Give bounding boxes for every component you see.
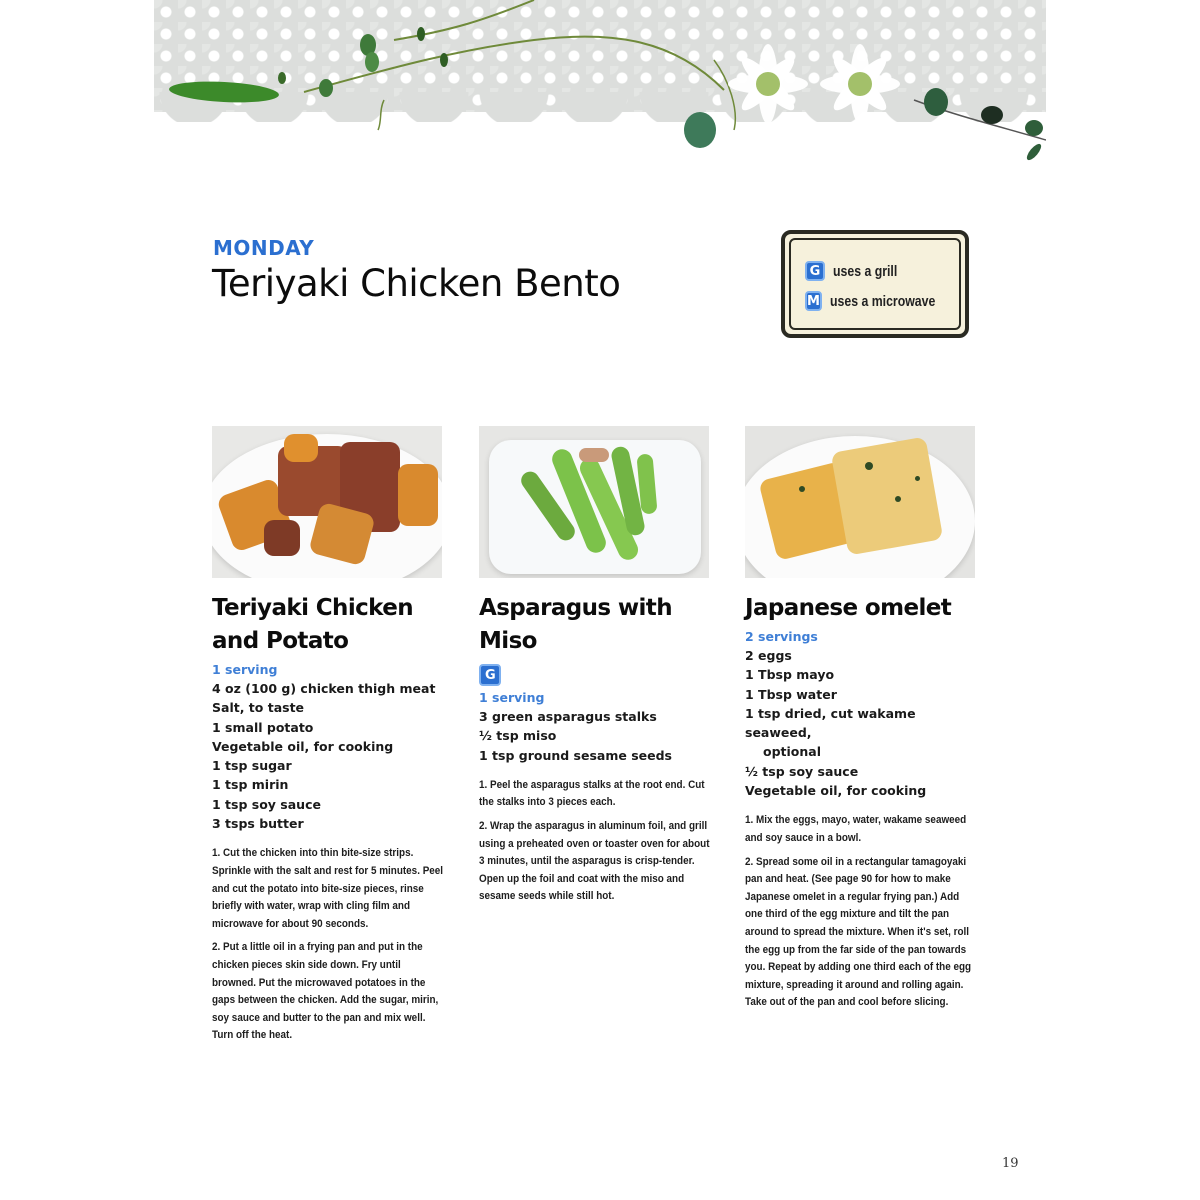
legend-label: uses a microwave — [829, 292, 936, 310]
step: 1. Mix the eggs, mayo, water, wakame seaweed and soy sauce in a bowl. — [745, 814, 967, 844]
servings: 1 serving — [212, 662, 278, 677]
ingredient: ½ tsp soy sauce — [745, 763, 859, 779]
step: 2. Spread some oil in a rectangular tamagoyaki pan and heat. (See page 90 for how to make Japanese omelet in a regular frying pan.) Add one third of the egg mixture and tilt the pan around to spread the mixture. When it's set, roll the egg up from the far side of the pan towards you. Repeat by adding one third each of the egg mixture, spreading it around and rolling again. Take out of the pan and cool before slicing. — [745, 855, 972, 1009]
ingredient-list — [745, 646, 977, 800]
servings: 1 serving — [479, 690, 545, 705]
ingredient: 4 oz (100 g) chicken thigh meat — [212, 681, 436, 696]
daisy-flower-1 — [728, 44, 808, 124]
grill-icon: G — [479, 664, 501, 686]
ingredient: 1 Tbsp water — [745, 686, 837, 702]
cookbook-page — [154, 0, 1046, 1200]
recipe-title-text: Teriyaki Chicken and Potato — [212, 595, 413, 654]
daisy-flower-2 — [820, 44, 900, 124]
asparagus-miso-photo — [479, 426, 709, 578]
method-legend — [781, 230, 969, 338]
legend-label: uses a grill — [833, 262, 898, 280]
ingredient: 1 tsp soy sauce — [212, 796, 321, 812]
ingredient: ½ tsp miso — [479, 728, 557, 744]
ingredient: 3 green asparagus stalks — [479, 709, 657, 724]
step: 1. Cut the chicken into thin bite-size strips. Sprinkle with the salt and rest for 5 minutes. Peel and cut the potato into bite-size pieces, rinse briefly with water, wrap with cling film and microwave for about 90 seconds. — [212, 847, 444, 930]
recipe-column-japanese-omelet — [745, 426, 977, 1018]
recipe-title-text: Japanese omelet — [745, 595, 952, 621]
recipe-title — [212, 592, 444, 658]
recipe-title-text: Asparagus with Miso — [479, 595, 672, 654]
step: 2. Wrap the asparagus in aluminum foil, and grill using a preheated oven or toaster oven for about 3 minutes, until the asparagus is crisp-tender. Open up the foil and coat with the miso and sesame seeds while still hot. — [479, 820, 710, 903]
vine-flower-decoration-icon — [154, 0, 1046, 170]
recipe-title — [745, 592, 977, 625]
teriyaki-chicken-potato-photo — [212, 426, 442, 578]
legend-item-grill — [805, 256, 947, 286]
page-number: 19 — [1002, 1156, 1019, 1171]
ingredient: 1 tsp ground sesame seeds — [479, 747, 672, 763]
ingredient: Vegetable oil, for cooking — [212, 738, 394, 754]
page-title: Teriyaki Chicken Bento — [212, 262, 621, 305]
ingredient-list — [479, 707, 711, 765]
ingredient: 1 tsp dried, cut wakame seaweed, — [745, 705, 916, 741]
day-label: MONDAY — [213, 236, 315, 260]
japanese-omelet-photo — [745, 426, 975, 578]
ingredient-list — [212, 679, 444, 833]
servings: 2 servings — [745, 629, 818, 644]
recipe-title — [479, 592, 711, 686]
grill-icon: G — [805, 261, 825, 281]
ingredient: 3 tsps butter — [212, 816, 304, 832]
recipe-column-teriyaki-chicken — [212, 426, 444, 1051]
legend-item-microwave — [805, 286, 947, 316]
ingredient: optional — [763, 744, 822, 760]
ingredient: 1 Tbsp mayo — [745, 667, 835, 683]
ingredient: Vegetable oil, for cooking — [745, 783, 927, 799]
instruction-steps — [212, 845, 444, 1045]
ingredient: 1 small potato — [212, 719, 314, 735]
instruction-steps — [479, 777, 711, 906]
legend-inner-frame — [789, 238, 961, 330]
microwave-icon: M — [805, 291, 822, 311]
ingredient: 2 eggs — [745, 648, 792, 663]
recipe-column-asparagus-miso — [479, 426, 711, 912]
step: 2. Put a little oil in a frying pan and put in the chicken pieces skin side down. Fry until browned. Put the microwaved potatoes in the gaps between the chicken. Add the sugar, mirin, soy sauce and butter to the pan and mix well. Turn off the heat. — [212, 941, 439, 1042]
instruction-steps — [745, 812, 977, 1012]
ingredient: 1 tsp mirin — [212, 777, 289, 793]
step: 1. Peel the asparagus stalks at the root end. Cut the stalks into 3 pieces each. — [479, 778, 705, 809]
ingredient: Salt, to taste — [212, 700, 305, 716]
ingredient: 1 tsp sugar — [212, 758, 292, 774]
